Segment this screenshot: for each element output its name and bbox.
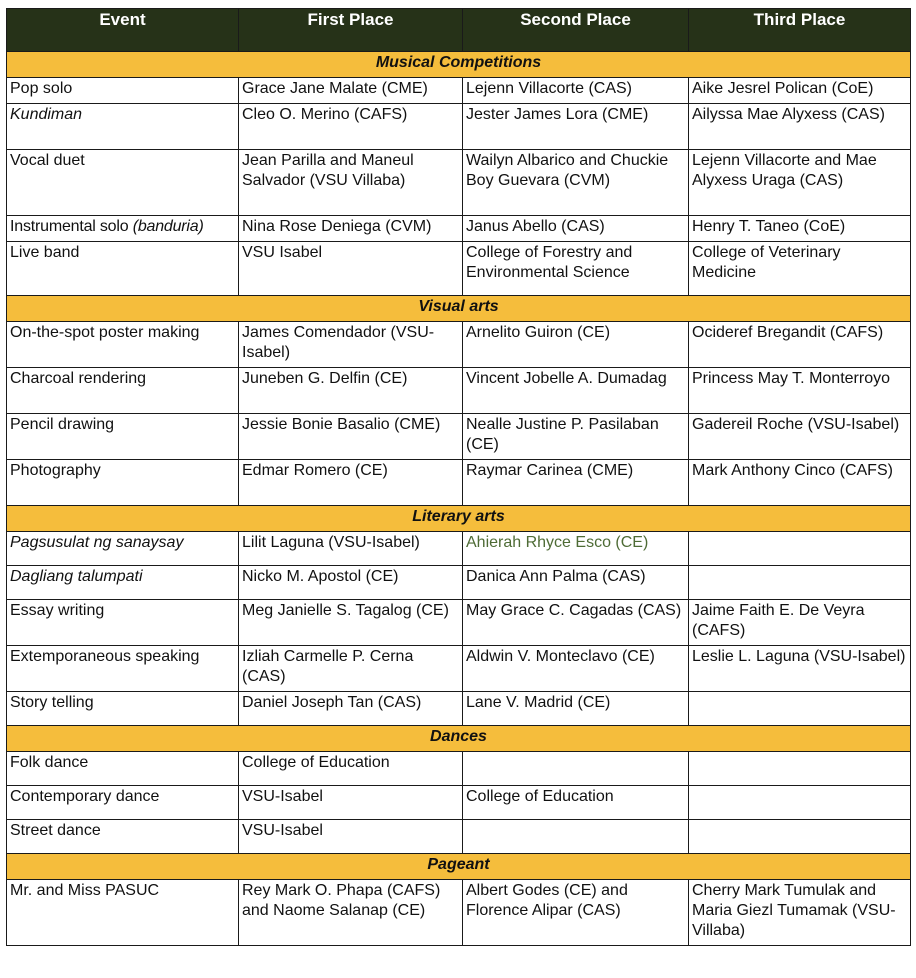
table-row	[7, 532, 911, 566]
third-place-cell: Gadereil Roche (VSU-Isabel)	[689, 414, 911, 460]
event-note-text: (banduria)	[132, 218, 204, 235]
table-row	[7, 786, 911, 820]
table-row	[7, 646, 911, 692]
table-row	[7, 242, 911, 296]
second-place-cell: Aldwin V. Monteclavo (CE)	[463, 646, 689, 692]
results-table	[6, 8, 911, 946]
first-place-cell: Juneben G. Delfin (CE)	[239, 368, 463, 414]
third-place-cell	[689, 692, 911, 726]
third-place-cell	[689, 566, 911, 600]
table-row	[7, 368, 911, 414]
header-third-place: Third Place	[689, 9, 911, 52]
first-place-cell: Izliah Carmelle P. Cerna (CAS)	[239, 646, 463, 692]
second-place-cell	[463, 752, 689, 786]
first-place-cell: VSU-Isabel	[239, 820, 463, 854]
first-place-cell: Rey Mark O. Phapa (CAFS) and Naome Salanap (CE)	[239, 880, 463, 946]
second-place-cell: College of Education	[463, 786, 689, 820]
third-place-cell	[689, 820, 911, 854]
second-place-cell: Vincent Jobelle A. Dumadag	[463, 368, 689, 414]
first-place-cell: Jean Parilla and Maneul Salvador (VSU Villaba)	[239, 150, 463, 216]
table-row	[7, 216, 911, 242]
second-place-cell	[463, 820, 689, 854]
event-cell: Dagliang talumpati	[7, 566, 239, 600]
section-row-literary-arts	[7, 506, 911, 532]
section-row-musical-competitions	[7, 52, 911, 78]
second-place-cell: Arnelito Guiron (CE)	[463, 322, 689, 368]
event-cell: Folk dance	[7, 752, 239, 786]
event-cell: On-the-spot poster making	[7, 322, 239, 368]
first-place-cell: Grace Jane Malate (CME)	[239, 78, 463, 104]
header-row	[7, 9, 911, 52]
second-place-cell: Wailyn Albarico and Chuckie Boy Guevara (CVM)	[463, 150, 689, 216]
second-place-cell: College of Forestry and Environmental Science	[463, 242, 689, 296]
section-title: Pageant	[7, 854, 911, 880]
event-cell: Kundiman	[7, 104, 239, 150]
table-row	[7, 460, 911, 506]
event-main-text: Instrumental solo	[10, 218, 129, 235]
first-place-cell: Edmar Romero (CE)	[239, 460, 463, 506]
first-place-cell: James Comendador (VSU-Isabel)	[239, 322, 463, 368]
second-place-cell: Lane V. Madrid (CE)	[463, 692, 689, 726]
second-place-cell: Raymar Carinea (CME)	[463, 460, 689, 506]
section-row-dances	[7, 726, 911, 752]
section-title: Visual arts	[7, 296, 911, 322]
table-row	[7, 78, 911, 104]
section-row-pageant	[7, 854, 911, 880]
event-cell: Vocal duet	[7, 150, 239, 216]
first-place-cell: VSU-Isabel	[239, 786, 463, 820]
first-place-cell: Lilit Laguna (VSU-Isabel)	[239, 532, 463, 566]
third-place-cell	[689, 752, 911, 786]
event-cell: Pagsusulat ng sanaysay	[7, 532, 239, 566]
second-place-cell: Ahierah Rhyce Esco (CE)	[463, 532, 689, 566]
table-header	[7, 9, 911, 52]
first-place-cell: College of Education	[239, 752, 463, 786]
first-place-cell: Cleo O. Merino (CAFS)	[239, 104, 463, 150]
third-place-cell: Leslie L. Laguna (VSU-Isabel)	[689, 646, 911, 692]
table-row	[7, 104, 911, 150]
third-place-cell: Cherry Mark Tumulak and Maria Giezl Tumamak (VSU-Villaba)	[689, 880, 911, 946]
second-place-cell: Jester James Lora (CME)	[463, 104, 689, 150]
table-row	[7, 566, 911, 600]
third-place-cell	[689, 532, 911, 566]
table-row	[7, 600, 911, 646]
event-cell: Extemporaneous speaking	[7, 646, 239, 692]
third-place-cell: Aike Jesrel Polican (CoE)	[689, 78, 911, 104]
third-place-cell: Jaime Faith E. De Veyra (CAFS)	[689, 600, 911, 646]
table-row	[7, 752, 911, 786]
second-place-cell: Janus Abello (CAS)	[463, 216, 689, 242]
second-place-cell: May Grace C. Cagadas (CAS)	[463, 600, 689, 646]
third-place-cell	[689, 786, 911, 820]
event-cell: Mr. and Miss PASUC	[7, 880, 239, 946]
third-place-cell: Lejenn Villacorte and Mae Alyxess Uraga (CAS)	[689, 150, 911, 216]
first-place-cell: VSU Isabel	[239, 242, 463, 296]
second-place-cell: Lejenn Villacorte (CAS)	[463, 78, 689, 104]
section-title: Dances	[7, 726, 911, 752]
event-cell	[7, 216, 239, 242]
second-place-cell: Nealle Justine P. Pasilaban (CE)	[463, 414, 689, 460]
third-place-cell: Princess May T. Monterroyo	[689, 368, 911, 414]
event-cell: Photography	[7, 460, 239, 506]
table-row	[7, 414, 911, 460]
header-event: Event	[7, 9, 239, 52]
header-first-place: First Place	[239, 9, 463, 52]
table-row	[7, 150, 911, 216]
event-cell: Essay writing	[7, 600, 239, 646]
section-title: Musical Competitions	[7, 52, 911, 78]
second-place-cell: Danica Ann Palma (CAS)	[463, 566, 689, 600]
table-row	[7, 322, 911, 368]
third-place-cell: Henry T. Taneo (CoE)	[689, 216, 911, 242]
header-second-place: Second Place	[463, 9, 689, 52]
section-row-visual-arts	[7, 296, 911, 322]
first-place-cell: Jessie Bonie Basalio (CME)	[239, 414, 463, 460]
first-place-cell: Nina Rose Deniega (CVM)	[239, 216, 463, 242]
event-cell: Contemporary dance	[7, 786, 239, 820]
table-row	[7, 820, 911, 854]
third-place-cell: College of Veterinary Medicine	[689, 242, 911, 296]
section-title: Literary arts	[7, 506, 911, 532]
event-cell: Story telling	[7, 692, 239, 726]
table-row	[7, 692, 911, 726]
event-cell: Street dance	[7, 820, 239, 854]
first-place-cell: Nicko M. Apostol (CE)	[239, 566, 463, 600]
event-cell: Pop solo	[7, 78, 239, 104]
event-cell: Pencil drawing	[7, 414, 239, 460]
third-place-cell: Ailyssa Mae Alyxess (CAS)	[689, 104, 911, 150]
event-cell: Live band	[7, 242, 239, 296]
first-place-cell: Meg Janielle S. Tagalog (CE)	[239, 600, 463, 646]
event-cell: Charcoal rendering	[7, 368, 239, 414]
table-body	[7, 52, 911, 946]
table-row	[7, 880, 911, 946]
third-place-cell: Mark Anthony Cinco (CAFS)	[689, 460, 911, 506]
third-place-cell: Ocideref Bregandit (CAFS)	[689, 322, 911, 368]
first-place-cell: Daniel Joseph Tan (CAS)	[239, 692, 463, 726]
second-place-cell: Albert Godes (CE) and Florence Alipar (CAS)	[463, 880, 689, 946]
